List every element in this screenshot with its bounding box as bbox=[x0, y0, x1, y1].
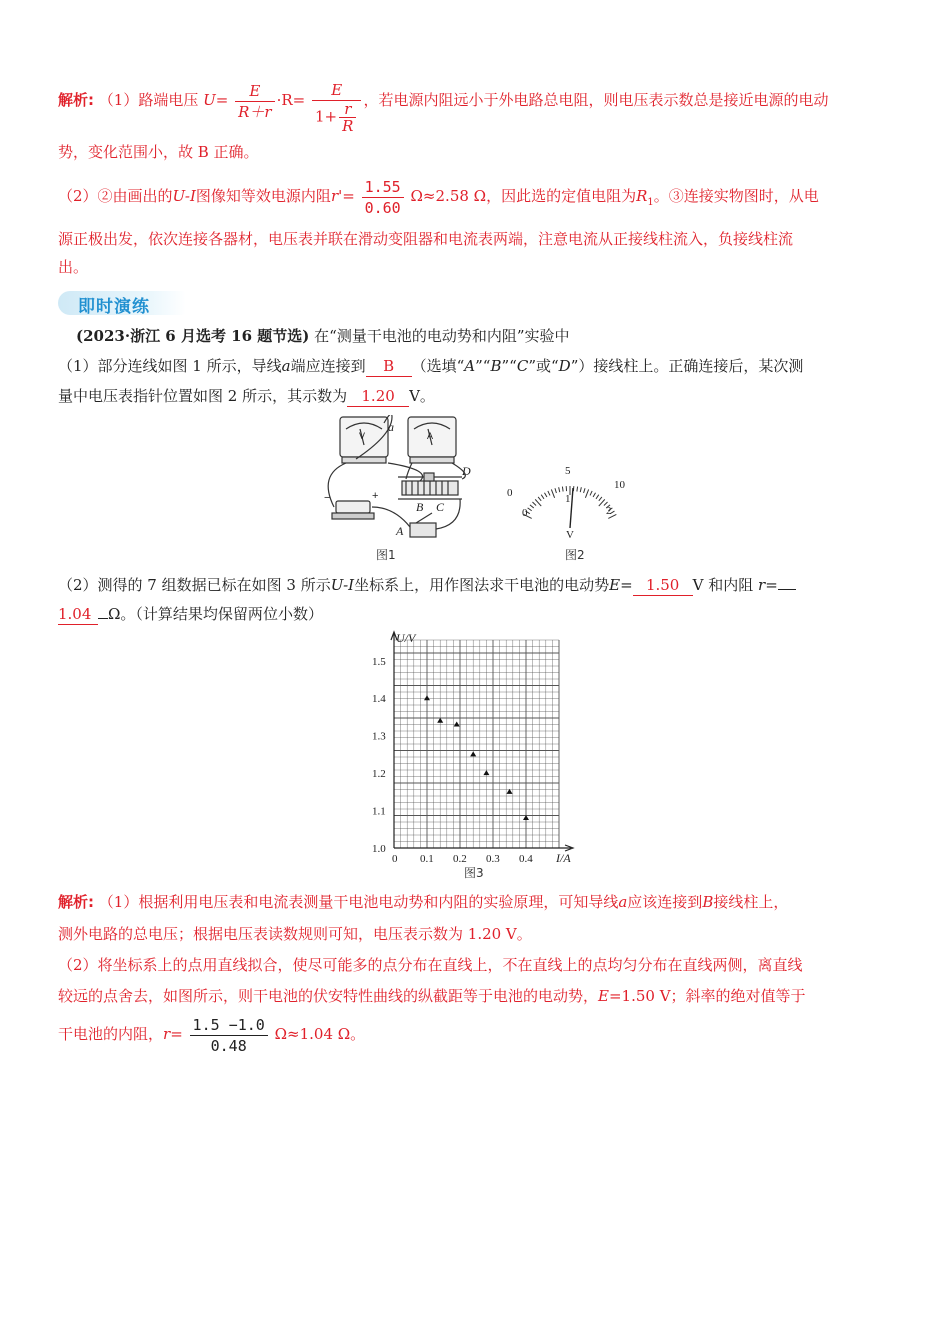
fraction-155-over-060: $\frac{1.55}{0.60}$ bbox=[362, 177, 404, 218]
chart-data-point bbox=[470, 751, 476, 756]
dial-tick bbox=[548, 491, 550, 496]
chart-y-tick-label: 1.4 bbox=[372, 693, 386, 706]
dial-tick bbox=[559, 487, 560, 492]
dial-tick bbox=[551, 489, 554, 497]
figure1-caption: 图1 bbox=[376, 548, 396, 562]
dial-tick bbox=[544, 493, 546, 497]
chart-x-axis-label: I/A bbox=[556, 851, 571, 865]
dial-tick bbox=[580, 487, 581, 492]
analysis1-line5: 出。 bbox=[58, 258, 89, 276]
dial-tick bbox=[590, 491, 592, 496]
fig1-minus: − bbox=[324, 492, 331, 504]
dial-label-2: 2 bbox=[606, 505, 612, 517]
fig1-label-a: a bbox=[388, 420, 394, 434]
fraction-E-over-Rr: $\frac{E}{R+r}$ bbox=[235, 81, 274, 122]
chart-y-tick-label: 1.5 bbox=[372, 655, 386, 668]
dial-tick bbox=[585, 489, 588, 497]
fig1-label-A: A bbox=[396, 524, 404, 538]
dial-label-1: 1 bbox=[565, 493, 571, 505]
analysis2-line2: 测外电路的总电压；根据电压表读数规则可知，电压表示数为 1.20 V。 bbox=[58, 925, 532, 943]
dial-tick bbox=[532, 502, 536, 505]
fraction-E-over-1-plus: E 1+ $\frac{r}{R}$ bbox=[312, 80, 361, 134]
dial-label-0-inner: 0 bbox=[522, 507, 528, 519]
answer-blank-terminal: B bbox=[366, 356, 412, 377]
dial-tick bbox=[541, 495, 544, 499]
question-source: (2023·浙江 6 月选考 16 题节选) 在“测量干电池的电动势和内阻”实验中 bbox=[76, 327, 570, 345]
chart-y-tick-label: 1.1 bbox=[372, 805, 386, 818]
figure3-ui-chart bbox=[370, 628, 580, 878]
chart-data-point bbox=[483, 770, 489, 775]
analysis2-line1: 解析: （1）根据利用电压表和电流表测量干电池电动势和内阻的实验原理，可知导线a应该连接到B接线柱上， bbox=[58, 893, 789, 911]
figure2-voltmeter-dial bbox=[500, 460, 640, 540]
chart-data-point bbox=[437, 718, 443, 723]
figure3-caption: 图3 bbox=[464, 866, 484, 880]
dial-label-0-outer: 0 bbox=[507, 487, 513, 499]
dial-label-5: 5 bbox=[565, 465, 571, 477]
dial-tick bbox=[528, 508, 532, 511]
chart-x-tick-label: 0 bbox=[392, 853, 398, 865]
dial-tick bbox=[538, 497, 541, 501]
figure1-circuit bbox=[312, 415, 482, 545]
analysis2-line5: 干电池的内阻，r= $\frac{1.5 -1.0}{0.48}$ Ω≈1.04 Ω。 bbox=[58, 1015, 366, 1055]
fraction-slope: $\frac{1.5 -1.0}{0.48}$ bbox=[190, 1015, 268, 1056]
chart-data-point bbox=[454, 721, 460, 726]
question-part1-line2: 量中电压表指针位置如图 2 所示，其示数为 1.20 V。 bbox=[58, 387, 435, 405]
question-part2-line1: （2）测得的 7 组数据已标在如图 3 所示U-I坐标系上，用作图法求干电池的电动势E= 1.50 V 和内阻 r= bbox=[58, 575, 796, 596]
chart-y-tick-label: 1.0 bbox=[372, 843, 386, 855]
fig1-plus: + bbox=[372, 490, 379, 502]
analysis2-line3: （2）将坐标系上的点用直线拟合，使尽可能多的点分布在直线上，不在直线上的点均匀分布在直线两侧，离直线 bbox=[58, 956, 803, 974]
dial-tick bbox=[555, 488, 556, 493]
practice-banner: 即时演练 bbox=[58, 291, 186, 315]
question-part1-line1: （1）部分连线如图 1 所示，导线a端应连接到 B （选填“A”“B”“C”或“D”）接线柱上。正确连接后，某次测 bbox=[58, 357, 804, 375]
chart-data-point bbox=[424, 695, 430, 700]
chart-x-tick-label: 0.4 bbox=[519, 853, 533, 865]
answer-blank-emf: 1.50 bbox=[633, 575, 693, 596]
analysis2-line4: 较远的点舍去，如图所示，则干电池的伏安特性曲线的纵截距等于电池的电动势，E=1.50 V；斜率的绝对值等于 bbox=[58, 987, 806, 1005]
dial-tick bbox=[593, 493, 595, 497]
fig1-label-C: C bbox=[436, 500, 445, 514]
analysis1-line4: 源正极出发，依次连接各器材，电压表并联在滑动变阻器和电流表两端，注意电流从正接线柱流入，负接线柱流 bbox=[58, 230, 794, 248]
dial-label-10: 10 bbox=[614, 479, 625, 491]
analysis-label: 解析: bbox=[58, 91, 94, 109]
fig1-voltmeter-symbol: V bbox=[359, 431, 366, 441]
chart-y-tick-label: 1.2 bbox=[372, 768, 386, 781]
answer-blank-resistance: 1.04 bbox=[58, 604, 98, 625]
chart-y-axis-label: U/V bbox=[396, 631, 416, 645]
analysis1-line2: 势，变化范围小，故 B 正确。 bbox=[58, 143, 259, 161]
dial-tick bbox=[577, 487, 578, 492]
dial-tick bbox=[530, 505, 534, 508]
chart-x-tick-label: 0.2 bbox=[453, 853, 467, 865]
fig1-label-D: D bbox=[462, 464, 471, 478]
dial-unit: V bbox=[566, 529, 574, 540]
dial-tick bbox=[596, 495, 599, 499]
fig1-ammeter-symbol: A bbox=[427, 431, 434, 441]
analysis1-line1: 解析: （1）路端电压 U= $\frac{E}{R+r}$ ·R= E 1+ $\frac{r}{R}$ ，若电源内阻远小于外电路总电阻，则电压表示数总是接近电源的电动 bbox=[58, 81, 829, 135]
figure2-caption: 图2 bbox=[565, 548, 585, 562]
analysis-label: 解析: bbox=[58, 893, 94, 911]
dial-tick bbox=[599, 497, 602, 501]
answer-blank-voltage: 1.20 bbox=[347, 386, 409, 407]
chart-y-tick-label: 1.3 bbox=[372, 730, 386, 743]
question-part2-line2: 1.04 Ω。（计算结果均保留两位小数） bbox=[58, 605, 323, 623]
chart-x-tick-label: 0.3 bbox=[486, 853, 500, 865]
dial-tick bbox=[584, 488, 585, 493]
dial-tick bbox=[562, 487, 563, 492]
analysis1-line3: （2）②由画出的U-I图像知等效电源内阻r'= $\frac{1.55}{0.60}$ Ω≈2.58 Ω，因此选的定值电阻为$R_1$。③连接实物图时，从电 bbox=[58, 177, 819, 217]
fig1-label-B: B bbox=[416, 500, 424, 514]
chart-x-tick-label: 0.1 bbox=[420, 853, 434, 865]
